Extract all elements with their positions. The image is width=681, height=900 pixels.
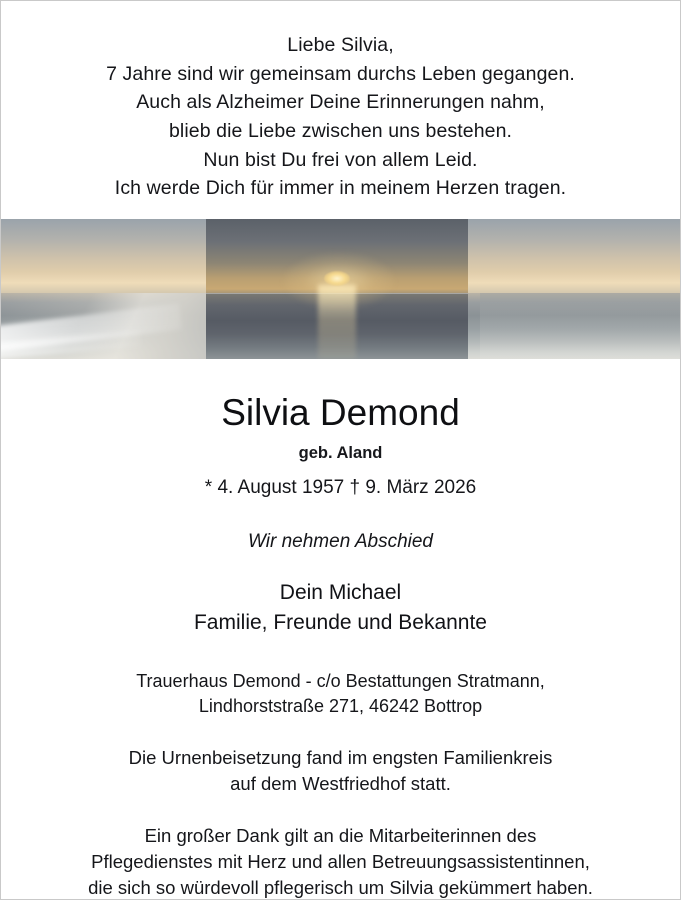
thanks-note (25, 823, 656, 900)
sunset-over-sea-photo (1, 219, 680, 359)
sun-icon (324, 271, 350, 286)
burial-note (25, 745, 656, 797)
thanks-line: Ein großer Dank gilt an die Mitarbeiterinnen des (144, 824, 537, 846)
deceased-name: Silvia Demond (221, 391, 460, 433)
poem-line: blieb die Liebe zwischen uns bestehen. (168, 119, 513, 142)
address-line: Trauerhaus Demond - c/o Bestattungen Stratmann, (136, 670, 545, 691)
poem-line: Liebe Silvia, (287, 34, 394, 56)
poem-block (1, 1, 680, 213)
sun-reflection (318, 285, 356, 359)
address-block (25, 669, 656, 719)
poem-line: Ich werde Dich für immer in meinem Herzen tragen. (114, 177, 567, 200)
mourners-block (25, 578, 656, 639)
maiden-name: geb. Aland (298, 443, 383, 462)
life-dates: * 4. August 1957 † 9. März 2026 (204, 476, 477, 498)
poem-line: 7 Jahre sind wir gemeinsam durchs Leben gegangen. (106, 62, 575, 85)
mourner-line: Dein Michael (279, 580, 402, 604)
thanks-line: Pflegedienstes mit Herz und allen Betreuungsassistentinnen, (91, 850, 590, 872)
mourner-line: Familie, Freunde und Bekannte (193, 611, 487, 635)
deceased-info-block (1, 359, 680, 900)
thanks-line: die sich so würdevoll pflegerisch um Silvia gekümmert haben. (88, 877, 593, 899)
farewell-text: Wir nehmen Abschied (248, 530, 433, 552)
poem-line: Auch als Alzheimer Deine Erinnerungen nahm, (136, 91, 545, 114)
poem-line: Nun bist Du frei von allem Leid. (203, 148, 478, 171)
burial-line: auf dem Westfriedhof statt. (230, 772, 451, 794)
sea-right-wash (480, 293, 680, 359)
burial-line: Die Urnenbeisetzung fand im engsten Familienkreis (128, 746, 553, 768)
photo-center-panel (206, 219, 468, 359)
address-line: Lindhorststraße 271, 46242 Bottrop (198, 695, 483, 716)
